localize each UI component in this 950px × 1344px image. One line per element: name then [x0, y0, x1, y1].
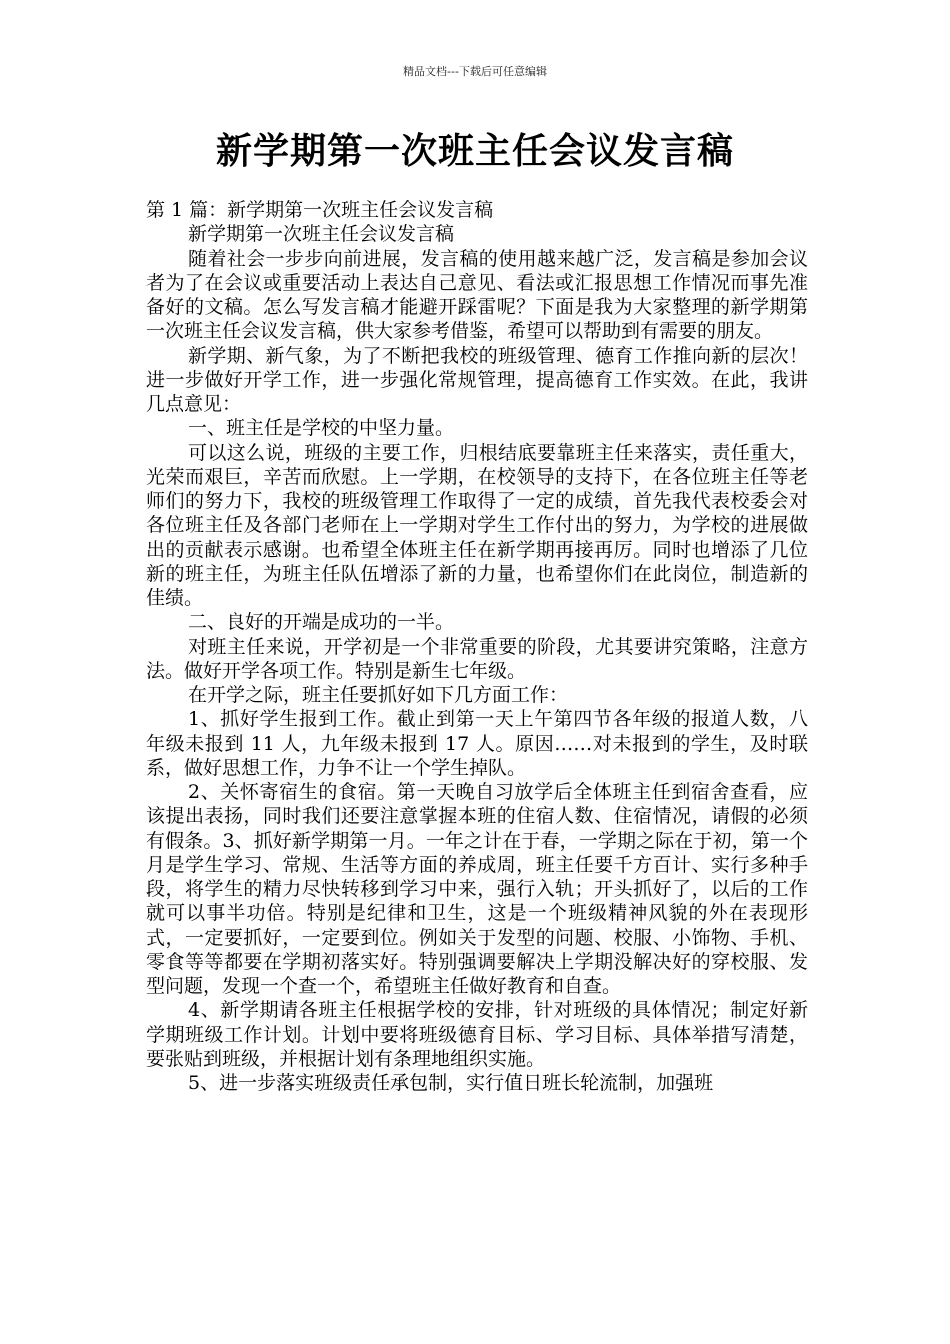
paragraph: 新学期、新气象，为了不断把我校的班级管理、德育工作推向新的层次！进一步做好开学工作，进一步强化常规管理，提高德育工作实效。在此，我讲几点意见：: [146, 344, 808, 415]
list-item: 4、新学期请各班主任根据学校的安排，针对班级的具体情况；制定好新学期班级工作计划。计划中要将班级德育目标、学习目标、具体举措写清楚，要张贴到班级，并根据计划有条理地组织实施。: [146, 999, 808, 1070]
subtitle: 新学期第一次班主任会议发言稿: [188, 223, 455, 246]
point-heading: 一、班主任是学校的中坚力量。: [188, 417, 455, 440]
paragraph: 在开学之际，班主任要抓好如下几方面工作：: [188, 684, 569, 706]
document-title: 新学期第一次班主任会议发言稿: [215, 131, 734, 172]
list-item: 5、进一步落实班级责任承包制，实行值日班长轮流制，加强班: [188, 1072, 714, 1094]
paragraph: 可以这么说，班级的主要工作，归根结底要靠班主任来落实，责任重大，光荣而艰巨，辛苦而欣慰。上一学期，在校领导的支持下，在各位班主任等老师们的努力下，我校的班级管理工作取得了一定的成绩，首先我代表校委会对各位班主任及各部门老师在上一学期对学生工作付出的努力，为学校的进展做出的贡献表示感谢。也希望全体班主任在新学期再接再厉。同时也增添了几位新的班主任，为班主任队伍增添了新的力量，也希望你们在此岗位，制造新的佳绩。: [146, 441, 808, 609]
list-item: 2、关怀寄宿生的食宿。第一天晚自习放学后全体班主任到宿舍查看，应该提出表扬，同时我们还要注意掌握本班的住宿人数、住宿情况，请假的必须有假条。3、抓好新学期第一月。一年之计在于春，一学期之际在于初，第一个月是学生学习、常规、生活等方面的养成周，班主任要千方百计、实行多种手段，将学生的精力尽快转移到学习中来，强行入轨；开头抓好了，以后的工作就可以事半功倍。特别是纪律和卫生，这是一个班级精神风貌的外在表现形式，一定要抓好，一定要到位。例如关于发型的问题、校服、小饰物、手机、零食等等都要在学期初落实好。特别强调要解决上学期没解决好的穿校服、发型问题，发现一个查一个，希望班主任做好教育和自查。: [146, 781, 808, 997]
list-item: 1、抓好学生报到工作。截止到第一天上午第四节各年级的报道人数，八年级未报到 11 人，九年级未报到 17 人。原因……对未报到的学生，及时联系，做好思想工作，力争不让一个学生掉队。: [146, 708, 808, 779]
header-note: 精品文档---下载后可任意编辑: [403, 65, 547, 78]
paragraph: 对班主任来说，开学初是一个非常重要的阶段，尤其要讲究策略，注意方法。做好开学各项工作。特别是新生七年级。: [146, 635, 808, 682]
section-heading: 第 1 篇：新学期第一次班主任会议发言稿: [146, 199, 494, 221]
paragraph: 随着社会一步步向前进展，发言稿的使用越来越广泛，发言稿是参加会议者为了在会议或重要活动上表达自己意见、看法或汇报思想工作情况而事先准备好的文稿。怎么写发言稿才能避开踩雷呢？下面是我为大家整理的新学期第一次班主任会议发言稿，供大家参考借鉴，希望可以帮助到有需要的朋友。: [146, 247, 808, 343]
point-heading: 二、良好的开端是成功的一半。: [188, 611, 455, 634]
document-body: [146, 198, 808, 1095]
